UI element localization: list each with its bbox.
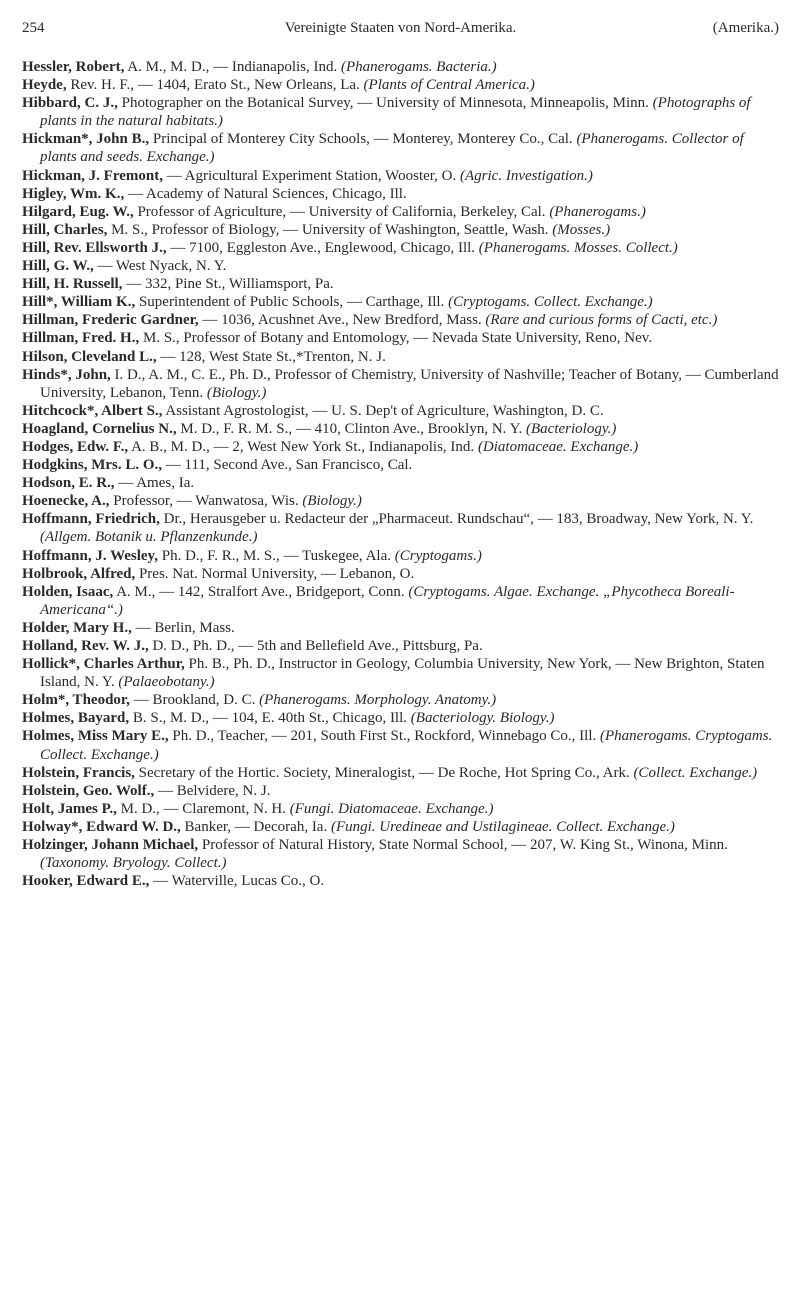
- entry-details: B. S., M. D., — 104, E. 40th St., Chicago, Ill.: [129, 710, 411, 727]
- directory-entry: [22, 348, 779, 366]
- entry-details: Dr., Herausgeber u. Redacteur der „Pharmaceut. Rundschau“, — 183, Broadway, New York, N. Y.: [159, 511, 754, 528]
- entry-details: Pres. Nat. Normal University, — Lebanon, O.: [135, 565, 415, 582]
- entry-specialty: (Phanerogams. Mosses. Collect.): [478, 239, 678, 256]
- directory-entry: [22, 583, 779, 619]
- entry-details: Ph. D., F. R., M. S., — Tuskegee, Ala.: [157, 547, 395, 564]
- entry-details: I. D., A. M., C. E., Ph. D., Professor of Chemistry, University of Nashville; Teacher of Botany, — Cumberland University, Lebanon, Tenn.: [40, 366, 779, 401]
- entry-name: Holstein, Francis,: [22, 764, 135, 781]
- entry-details: — Academy of Natural Sciences, Chicago, Ill.: [124, 185, 407, 202]
- entry-details: Principal of Monterey City Schools, — Monterey, Monterey Co., Cal.: [149, 131, 577, 148]
- entry-name: Hodson, E. R.,: [22, 475, 115, 492]
- entry-name: Hickman, J. Fremont,: [22, 167, 163, 184]
- entry-specialty: (Phanerogams. Morphology. Anatomy.): [259, 692, 497, 709]
- entry-name: Hooker, Edward E.,: [22, 873, 150, 890]
- directory-entry: [22, 257, 779, 275]
- entry-name: Hickman*, John B.,: [22, 131, 150, 148]
- entry-details: Rev. H. F., — 1404, Erato St., New Orleans, La.: [66, 77, 364, 94]
- entry-details: Professor of Natural History, State Normal School, — 207, W. King St., Winona, Minn.: [198, 837, 728, 854]
- directory-entry: [22, 366, 779, 402]
- entry-specialty: (Photographs of plants in the natural habitats.): [40, 95, 751, 130]
- entry-name: Higley, Wm. K.,: [22, 185, 125, 202]
- directory-entry: [22, 329, 779, 347]
- entry-name: Hilson, Cleveland L.,: [22, 348, 157, 365]
- directory-entry: [22, 782, 779, 800]
- entry-details: Ph. D., Teacher, — 201, South First St., Rockford, Winnebago Co., Ill.: [168, 728, 600, 745]
- running-title: Vereinigte Staaten von Nord-Amerika.: [284, 20, 517, 36]
- directory-entry: [22, 130, 779, 166]
- entry-specialty: (Bacteriology.): [526, 420, 617, 437]
- section-label: (Amerika.): [712, 20, 779, 36]
- entry-specialty: (Taxonomy. Bryology. Collect.): [40, 855, 227, 872]
- directory-entry: [22, 800, 779, 818]
- directory-entry: [22, 565, 779, 583]
- entry-name: Hessler, Robert,: [22, 59, 125, 75]
- entry-name: Hodges, Edw. F.,: [22, 438, 129, 455]
- entry-specialty: (Cryptogams. Algae. Exchange. „Phycotheca Boreali-Americana“.): [40, 583, 735, 618]
- directory-entry: [22, 420, 779, 438]
- directory-entry: [22, 293, 779, 311]
- directory-entry: [22, 438, 779, 456]
- entry-details: M. D., — Claremont, N. H.: [116, 800, 290, 817]
- directory-entry: [22, 764, 779, 782]
- directory-entries: [22, 58, 779, 890]
- entry-specialty: (Phanerogams. Cryptogams. Collect. Exchange.): [40, 728, 773, 763]
- entry-name: Hinds*, John,: [22, 366, 111, 383]
- entry-details: Assistant Agrostologist, — U. S. Dep't of Agriculture, Washington, D. C.: [162, 402, 604, 419]
- entry-name: Holway*, Edward W. D.,: [22, 818, 181, 835]
- entry-specialty: (Fungi. Uredineae and Ustilagineae. Collect. Exchange.): [330, 818, 675, 835]
- entry-name: Holmes, Bayard,: [22, 710, 130, 727]
- directory-entry: [22, 167, 779, 185]
- directory-entry: [22, 637, 779, 655]
- entry-specialty: (Phanerogams. Bacteria.): [341, 59, 497, 75]
- entry-name: Holland, Rev. W. J.,: [22, 638, 149, 654]
- entry-name: Hill, Charles,: [22, 221, 108, 238]
- entry-details: — 332, Pine St., Williamsport, Pa.: [122, 276, 334, 293]
- entry-name: Hoffmann, Friedrich,: [22, 511, 160, 528]
- directory-entry: [22, 709, 779, 727]
- entry-specialty: (Agric. Investigation.): [460, 167, 593, 184]
- entry-specialty: (Plants of Central America.): [363, 77, 535, 94]
- entry-specialty: (Palaeobotany.): [118, 674, 215, 691]
- entry-details: — Brookland, D. C.: [129, 692, 260, 709]
- entry-name: Holbrook, Alfred,: [22, 565, 136, 582]
- directory-entry: [22, 818, 779, 836]
- entry-specialty: (Diatomaceae. Exchange.): [477, 438, 639, 455]
- entry-name: Holder, Mary H.,: [22, 619, 132, 636]
- entry-specialty: (Biology.): [302, 493, 362, 510]
- entry-specialty: (Phanerogams. Collector of plants and seeds. Exchange.): [40, 131, 744, 166]
- entry-details: — 111, Second Ave., San Francisco, Cal.: [162, 457, 413, 474]
- entry-details: — 1036, Acushnet Ave., New Bredford, Mass.: [198, 312, 486, 329]
- entry-name: Hitchcock*, Albert S.,: [22, 402, 163, 419]
- entry-details: M. S., Professor of Biology, — University of Washington, Seattle, Wash.: [107, 221, 553, 238]
- directory-entry: [22, 402, 779, 420]
- entry-name: Hollick*, Charles Arthur,: [22, 656, 185, 673]
- entry-name: Hill, G. W.,: [22, 258, 94, 275]
- entry-name: Hill*, William K.,: [22, 294, 136, 311]
- page-number: 254: [22, 20, 45, 36]
- entry-details: Photographer on the Botanical Survey, — University of Minnesota, Minneapolis, Minn.: [117, 95, 653, 112]
- entry-specialty: (Fungi. Diatomaceae. Exchange.): [289, 800, 494, 817]
- directory-entry: [22, 619, 779, 637]
- entry-name: Hillman, Fred. H.,: [22, 330, 140, 347]
- directory-entry: [22, 76, 779, 94]
- directory-entry: [22, 510, 779, 546]
- entry-name: Holden, Isaac,: [22, 583, 114, 600]
- entry-details: Secretary of the Hortic. Society, Mineralogist, — De Roche, Hot Spring Co., Ark.: [134, 764, 634, 781]
- directory-entry: [22, 203, 779, 221]
- entry-details: Superintendent of Public Schools, — Carthage, Ill.: [135, 294, 449, 311]
- directory-entry: [22, 655, 779, 691]
- directory-entry: [22, 836, 779, 872]
- directory-entry: [22, 456, 779, 474]
- entry-name: Hill, H. Russell,: [22, 276, 123, 293]
- directory-entry: [22, 492, 779, 510]
- entry-specialty: (Phanerogams.): [549, 203, 646, 220]
- entry-details: — Belvidere, N. J.: [154, 782, 271, 799]
- entry-details: M. D., F. R. M. S., — 410, Clinton Ave., Brooklyn, N. Y.: [176, 420, 527, 437]
- entry-name: Hillman, Frederic Gardner,: [22, 312, 199, 329]
- entry-specialty: (Rare and curious forms of Cacti, etc.): [485, 312, 718, 329]
- entry-details: — 128, West State St.,*Trenton, N. J.: [156, 348, 386, 365]
- directory-entry: [22, 58, 779, 76]
- entry-specialty: (Cryptogams.): [394, 547, 482, 564]
- entry-specialty: (Allgem. Botanik u. Pflanzenkunde.): [40, 529, 258, 546]
- directory-entry: [22, 311, 779, 329]
- entry-specialty: (Collect. Exchange.): [633, 764, 758, 781]
- directory-entry: [22, 221, 779, 239]
- entry-details: — Berlin, Mass.: [131, 619, 235, 636]
- directory-entry: [22, 872, 779, 890]
- entry-details: Banker, — Decorah, Ia.: [180, 818, 331, 835]
- entry-details: M. S., Professor of Botany and Entomology, — Nevada State University, Reno, Nev.: [139, 330, 653, 347]
- entry-name: Heyde,: [22, 77, 67, 94]
- entry-details: A. B., M. D., — 2, West New York St., Indianapolis, Ind.: [128, 438, 478, 455]
- entry-name: Hill, Rev. Ellsworth J.,: [22, 239, 167, 256]
- directory-entry: [22, 239, 779, 257]
- entry-name: Hibbard, C. J.,: [22, 95, 118, 112]
- page-header: [22, 20, 779, 44]
- directory-entry: [22, 185, 779, 203]
- entry-details: — West Nyack, N. Y.: [93, 258, 227, 275]
- directory-entry: [22, 474, 779, 492]
- entry-name: Hoffmann, J. Wesley,: [22, 547, 158, 564]
- entry-name: Hoagland, Cornelius N.,: [22, 420, 177, 437]
- entry-details: Professor of Agriculture, — University of California, Berkeley, Cal.: [133, 203, 550, 220]
- entry-name: Holt, James P.,: [22, 800, 117, 817]
- entry-specialty: (Cryptogams. Collect. Exchange.): [448, 294, 653, 311]
- entry-details: — Waterville, Lucas Co., O.: [149, 873, 325, 890]
- entry-details: Ph. B., Ph. D., Instructor in Geology, Columbia University, New York, — New Brighton, Staten Island, N. Y.: [40, 656, 765, 691]
- entry-specialty: (Mosses.): [552, 221, 611, 238]
- entry-name: Holm*, Theodor,: [22, 692, 130, 709]
- entry-details: Professor, — Wanwatosa, Wis.: [109, 493, 303, 510]
- directory-entry: [22, 275, 779, 293]
- directory-entry: [22, 691, 779, 709]
- entry-name: Hilgard, Eug. W.,: [22, 203, 134, 220]
- entry-specialty: (Biology.): [206, 384, 267, 401]
- entry-details: A. M., — 142, Stralfort Ave., Bridgeport, Conn.: [113, 583, 409, 600]
- entry-name: Hodgkins, Mrs. L. O.,: [22, 457, 163, 474]
- directory-entry: [22, 727, 779, 763]
- entry-details: — 7100, Eggleston Ave., Englewood, Chicago, Ill.: [166, 239, 479, 256]
- entry-name: Holzinger, Johann Michael,: [22, 837, 199, 854]
- entry-name: Holstein, Geo. Wolf.,: [22, 782, 155, 799]
- entry-details: A. M., M. D., — Indianapolis, Ind.: [124, 59, 342, 75]
- entry-name: Hoenecke, A.,: [22, 493, 110, 510]
- entry-details: — Agricultural Experiment Station, Wooster, O.: [162, 167, 461, 184]
- directory-entry: [22, 94, 779, 130]
- entry-details: — Ames, Ia.: [114, 475, 195, 492]
- entry-details: D. D., Ph. D., — 5th and Bellefield Ave., Pittsburg, Pa.: [148, 638, 483, 654]
- directory-entry: [22, 547, 779, 565]
- entry-name: Holmes, Miss Mary E.,: [22, 728, 169, 745]
- entry-specialty: (Bacteriology. Biology.): [410, 710, 555, 727]
